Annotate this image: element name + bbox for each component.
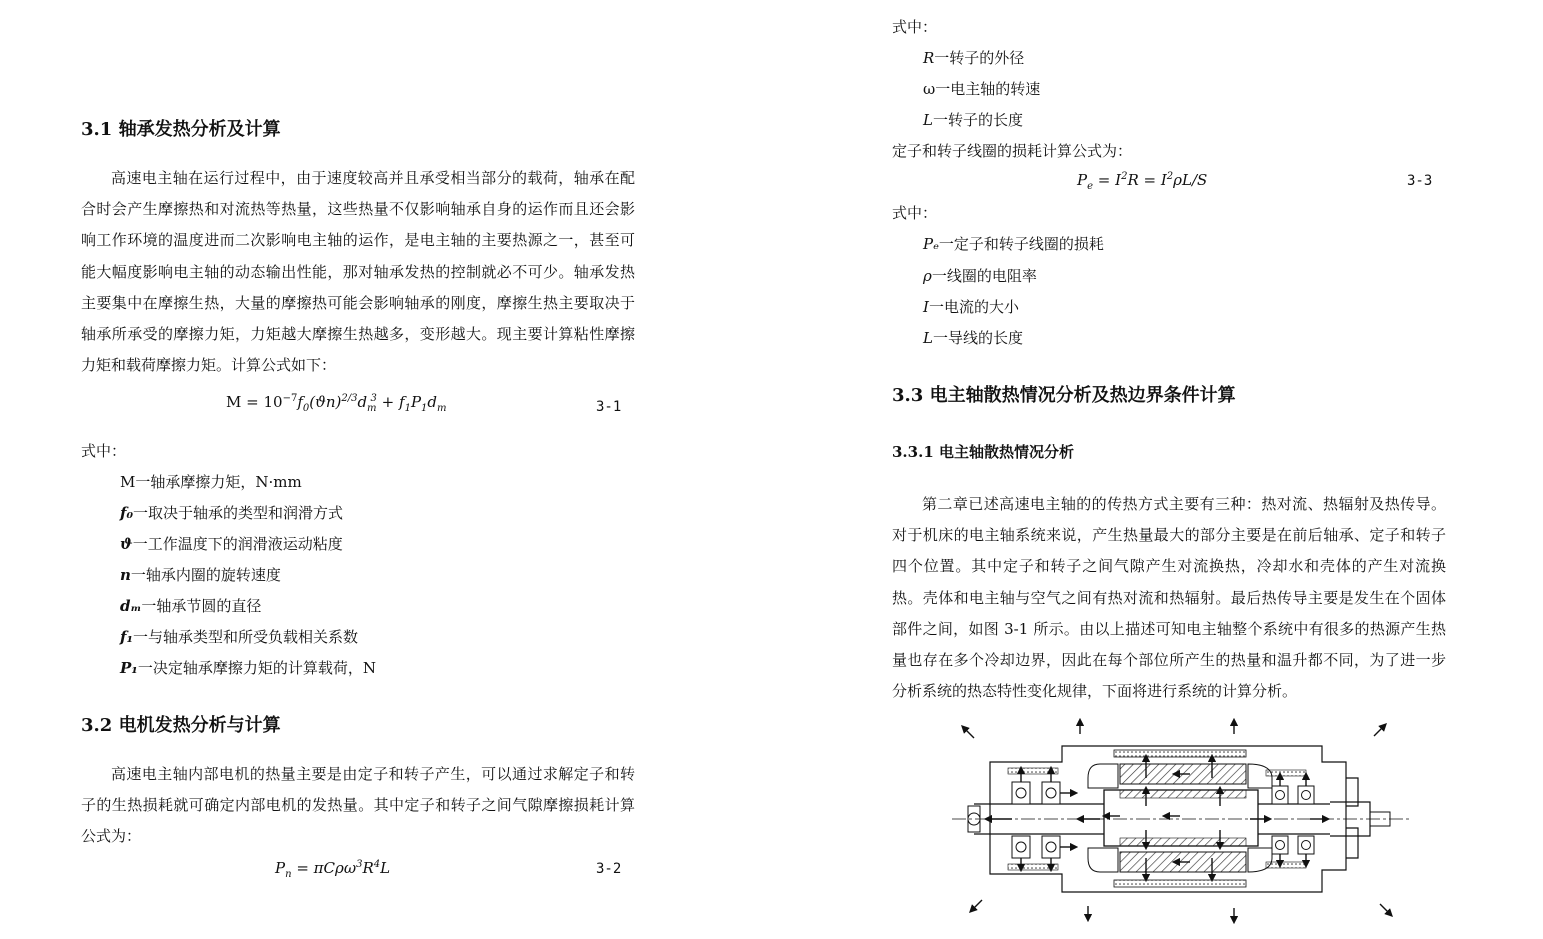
equation-number-3-3: 3-3 [1407, 173, 1433, 189]
rotor [1104, 790, 1258, 846]
equation-number-3-1: 3-1 [596, 399, 622, 415]
def-I: I一电流的大小 [923, 298, 1019, 316]
def-f0: f₀一取决于轴承的类型和润滑方式 [120, 504, 344, 522]
def-P1: P₁一决定轴承摩擦力矩的计算载荷，N [120, 659, 376, 677]
def-L-rotor: L一转子的长度 [923, 111, 1023, 129]
equation-3-1: $M = 10^{-7}f_0(ϑn)^{2/3}d_m^3 + f_1P_1d_m$ [226, 393, 447, 414]
spindle-heat-diagram [950, 718, 1420, 939]
heading-3-2: 3.2 电机发热分析与计算 [81, 715, 281, 736]
def-dm: dₘ一轴承节圆的直径 [120, 597, 262, 615]
def-omega: ω一电主轴的转速 [923, 80, 1041, 98]
def-M: M一轴承摩擦力矩，N·mm [120, 473, 302, 491]
equation-3-3: $P_e = I^2R = I^2\rho L/S$ [1077, 171, 1208, 192]
where-label: 式中： [81, 442, 127, 460]
rear-bearings [1272, 786, 1314, 854]
equation-3-2: $P_n = \pi C\rho\omega^3R^4L$ [275, 859, 391, 880]
def-rho: ρ一线圈的电阻率 [923, 267, 1037, 285]
coil-loss-intro: 定子和转子线圈的损耗计算公式为： [892, 142, 1133, 160]
paragraph-heat-dissipation: 第二章已述高速电主轴的的传热方式主要有三种：热对流、热辐射及热传导。对于机床的电主轴系统来说，产生热量最大的部分主要是在前后轴承、定子和转子四个位置。其中定子和转子之间气隙产生对流换热，冷却水和壳体的产生对流换热。壳体和电主轴与空气之间有热对流和热辐射。最后热传导主要是发生在个固体部件之间，如图 3-1 所示。由以上描述可知电主轴整个系统中有很多的热源产生热量也存在多个冷却边界，因此在每个部位所产生的热量和温升都不同，为了进一步分析系统的热态特性变化规律，下面将进行系统的计算分析。 [892, 495, 1446, 701]
def-f1: f₁一与轴承类型和所受负载相关系数 [120, 628, 359, 646]
coolant-bottom [1114, 880, 1246, 887]
where-label-2: 式中： [892, 204, 938, 222]
def-theta: ϑ一工作温度下的润滑液运动粘度 [120, 535, 343, 553]
heading-3-3-1: 3.3.1 电主轴散热情况分析 [892, 443, 1074, 461]
heading-3-1: 3.1 轴承发热分析及计算 [81, 119, 281, 140]
where-label-1: 式中： [892, 18, 938, 36]
coolant-top [1114, 750, 1246, 757]
def-n: n一轴承内圈的旋转速度 [120, 566, 281, 584]
def-L-wire: L一导线的长度 [923, 329, 1023, 347]
def-R: R一转子的外径 [923, 49, 1025, 67]
heading-3-3: 3.3 电主轴散热情况分析及热边界条件计算 [892, 385, 1236, 406]
front-bearings [1012, 782, 1060, 858]
paragraph-motor-heat: 高速电主轴内部电机的热量主要是由定子和转子产生，可以通过求解定子和转子的生热损耗就可确定内部电机的发热量。其中定子和转子之间气隙摩擦损耗计算公式为： [81, 765, 635, 846]
def-Pe: Pₑ一定子和转子线圈的损耗 [923, 235, 1104, 253]
paragraph-bearing-heat: 高速电主轴在运行过程中，由于速度较高并且承受相当部分的载荷，轴承在配合时会产生摩擦热和对流热等热量，这些热量不仅影响轴承自身的运作而且还会影响工作环境的温度进而二次影响电主轴的运作，是电主轴的主要热源之一，甚至可能大幅度影响电主轴的动态输出性能，那对轴承发热的控制就必不可少。轴承发热主要集中在摩擦生热，大量的摩擦热可能会影响轴承的刚度，摩擦生热主要取决于轴承所承受的摩擦力矩，力矩越大摩擦生热越多，变形越大。现主要计算粘性摩擦力矩和载荷摩擦力矩。计算公式如下： [81, 169, 635, 375]
equation-number-3-2: 3-2 [596, 861, 622, 877]
